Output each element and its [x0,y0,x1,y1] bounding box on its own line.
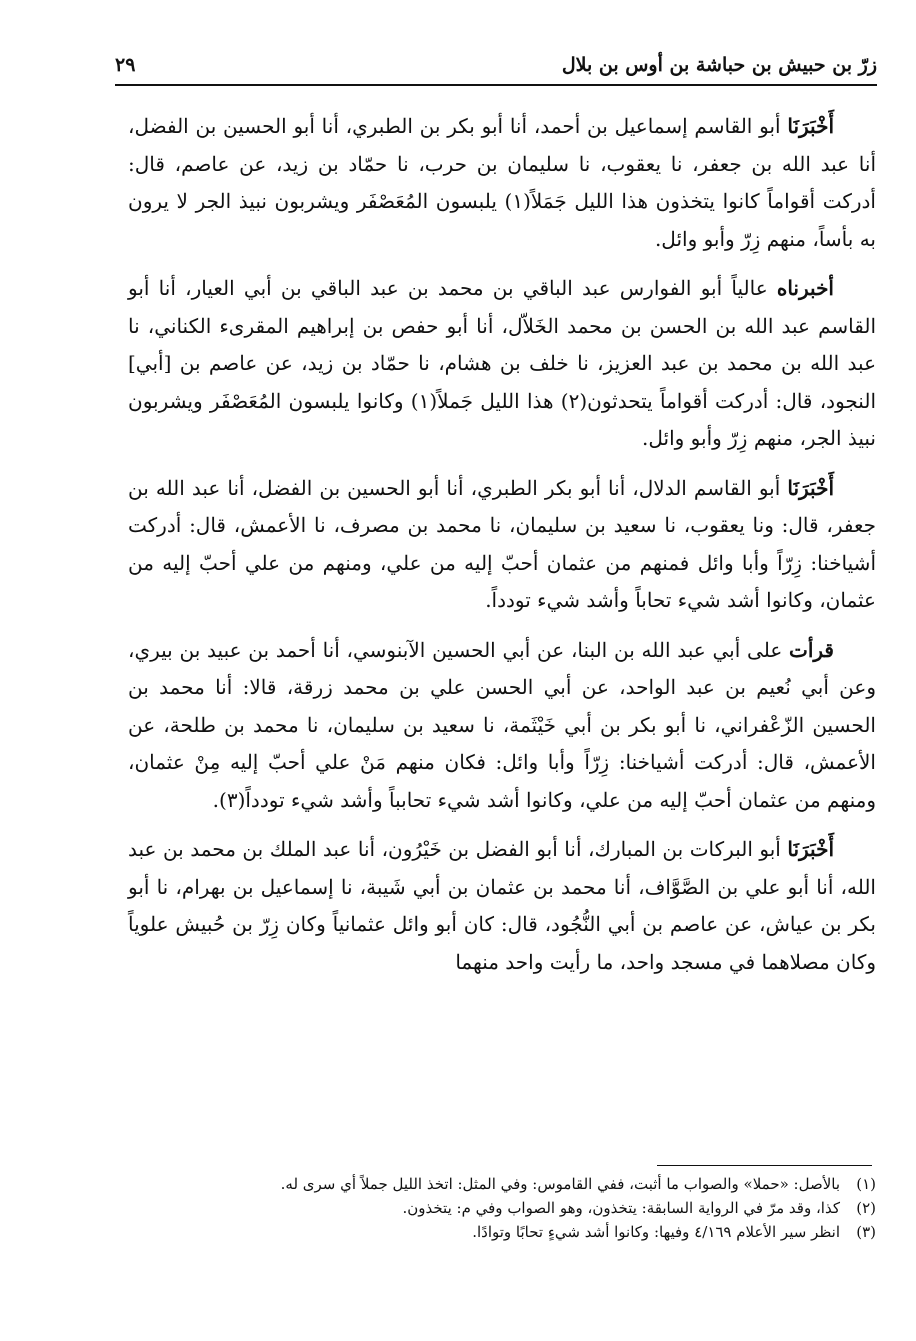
main-text [128,108,876,993]
paragraph [128,831,876,981]
footnote-text: انظر سير الأعلام ٤/١٦٩ وفيها: وكانوا أشد شيءٍ تحابًا وتوادًا. [472,1223,840,1241]
footnote-text: بالأصل: «حملا» والصواب ما أثبت، ففي القاموس: وفي المثل: اتخذ الليل جملاً أي سرى له. [280,1175,840,1193]
footnote-number: (٢) [856,1199,876,1217]
paragraph-lead-word: أَخْبَرَنَا [787,114,834,138]
footnotes [150,1172,876,1244]
paragraph [128,632,876,820]
paragraph-text: على أبي عبد الله بن البنا، عن أبي الحسين الآبنوسي، أنا أحمد بن عبيد بن بيري، وعن أبي نُعيم بن عبد الواحد، عن أبي الحسن علي بن محمد زرقة، قالا: أنا محمد بن الحسين الزّعْفراني، نا أبو بكر بن أبي خَيْثَمة، نا سعيد بن سليمان، نا محمد بن طلحة، عن الأعمش، قال: أدركت أشياخنا: زِرّاً وأبا وائل: فكان منهم مَنْ علي أحبّ إليه مِنْ عثمان، ومنهم من عثمان أحبّ إليه من علي، وكانوا أشد شيء تحابباً وأشد شيء تودداً(٣). [128,637,876,812]
paragraph [128,108,876,258]
paragraph-text: أبو البركات بن المبارك، أنا أبو الفضل بن خَيْرُون، أنا عبد الملك بن محمد بن عبد الله، أنا أبو علي بن الصَّوَّاف، أنا محمد بن عثمان بن أبي شَيبة، نا إسماعيل بن بهرام، نا أبو بكر بن عياش، عن عاصم بن أبي النُّجُود، قال: كان أبو وائل عثمانياً وكان زِرّ بن حُبيش علوياً وكان مصلاهما في مسجد واحد، ما رأيت واحد منهما [128,837,876,974]
running-header [115,44,877,86]
footnote [150,1220,876,1244]
page-number: ٢٩ [115,54,136,76]
footnote [150,1196,876,1220]
header-title: زرّ بن حبيش بن حباشة بن أوس بن بلال [561,54,877,76]
paragraph-lead-word: أَخْبَرَنَا [787,837,834,861]
paragraph [128,270,876,458]
paragraph-lead-word: قرأت [789,637,834,662]
footnote-text: كذا، وقد مرّ في الرواية السابقة: يتخذون، وهو الصواب وفي م: يتخذون. [402,1199,840,1217]
paragraph-text: عالياً أبو الفوارس عبد الباقي بن محمد بن عبد الباقي بن أبي العيار، أنا أبو القاسم عبد الله بن الحسن بن محمد الخَلاّل، أنا أبو حفص بن إبراهيم المقرىء الكناني، نا عبد الله بن محمد بن عبد العزيز، نا خلف بن هشام، نا حمّاد بن زيد، عن عاصم بن [أبي] النجود، قال: أدركت أقواماً يتحدثون(٢) هذا الليل جَملاً(١) وكانوا يلبسون المُعَصْفَر ويشربون نبيذ الجر، منهم زِرّ وأبو وائل. [128,276,876,450]
paragraph [128,470,876,620]
footnote-number: (١) [856,1175,876,1193]
footnote-divider [657,1165,872,1166]
paragraph-lead-word: أخبرناه [776,276,834,300]
paragraph-text: أبو القاسم الدلال، أنا أبو بكر الطبري، أنا أبو الحسين بن الفضل، أنا عبد الله بن جعفر، قال: ونا يعقوب، نا سعيد بن سليمان، نا محمد بن مصرف، نا الأعمش، قال: أدركت أشياخنا: زِرّاً وأبا وائل فمنهم من عثمان أحبّ إليه من علي، ومنهم من علي أحبّ إليه من عثمان، وكانوا أشد شيء تحاباً وأشد شيء تودداً. [128,475,876,612]
footnote-number: (٣) [856,1223,876,1241]
paragraph-text: أبو القاسم إسماعيل بن أحمد، أنا أبو بكر بن الطبري، أنا أبو الحسين بن الفضل، أنا عبد الله بن جعفر، نا يعقوب، نا سليمان بن حرب، نا حمّاد بن زيد، عن عاصم، قال: أدركت أقواماً كانوا يتخذون هذا الليل جَمَلاً(١) يلبسون المُعَصْفَر ويشربون نبيذ الجر لا يرون به بأساً، منهم زِرّ وأبو وائل. [128,114,876,251]
paragraph-lead-word: أَخْبَرَنَا [787,475,834,500]
footnote [150,1172,876,1196]
